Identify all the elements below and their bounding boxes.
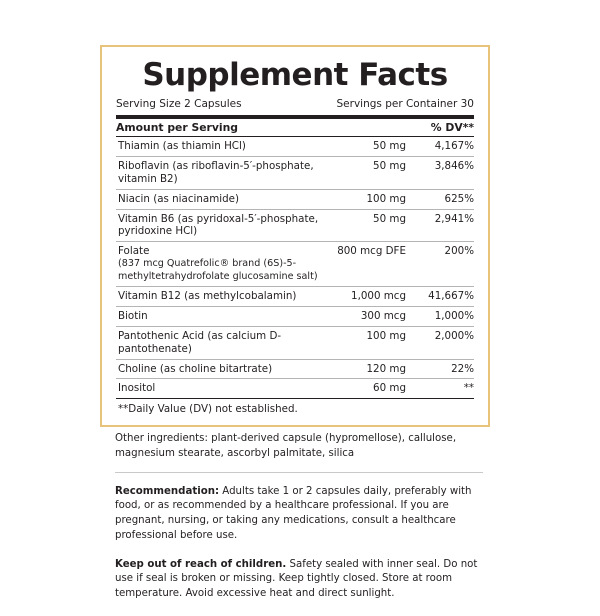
nutrient-amount: 1,000 mcg — [337, 287, 416, 307]
nutrient-name: Inositol — [118, 382, 156, 395]
nutrient-name: Niacin (as niacinamide) — [116, 189, 337, 209]
table-row — [116, 379, 474, 398]
nutrient-dv: 2,941% — [416, 209, 474, 242]
recommendation-paragraph — [115, 485, 483, 544]
recommendation-text: Adults take 1 or 2 capsules daily, preferably with food, or as recommended by a healthcare professional. If you are pregnant, nursing, or taking any medications, consult a healthcare professional before use. — [115, 485, 472, 541]
nutrient-name-line1: Folate — [118, 245, 150, 258]
table-row — [116, 326, 474, 359]
table-row — [116, 307, 474, 327]
nutrient-name — [116, 242, 337, 287]
nutrient-dv: 3,846% — [416, 157, 474, 190]
recommendation-label: Recommendation: — [115, 485, 220, 497]
nutrient-amount: 60 mg — [373, 382, 406, 395]
nutrient-dv: 200% — [416, 242, 474, 287]
nutrient-amount: 50 mg — [337, 137, 416, 156]
nutrient-amount: 100 mg — [337, 326, 416, 359]
nutrient-dv: 1,000% — [416, 307, 474, 327]
nutrient-name — [116, 209, 337, 242]
nutrient-name-line1: Vitamin B6 (as pyridoxal-5′-phosphate, — [118, 212, 319, 225]
table-row — [116, 157, 474, 190]
nutrient-dv: 2,000% — [416, 326, 474, 359]
nutrient-amount: 50 mg — [337, 209, 416, 242]
serving-info-row — [116, 98, 474, 115]
nutrient-amount: 120 mg — [337, 359, 416, 379]
nutrient-dv: ** — [463, 382, 474, 395]
nutrient-dv: 4,167% — [416, 137, 474, 156]
nutrient-table — [116, 137, 474, 398]
other-ingredients-text: Other ingredients: plant-derived capsule (hypromellose), callulose, magnesium stearate, ascorbyl palmitate, silica — [115, 433, 457, 459]
warning-paragraph — [115, 558, 483, 602]
table-row — [116, 189, 474, 209]
nutrient-dv: 41,667% — [416, 287, 474, 307]
table-row — [116, 359, 474, 379]
nutrient-name: Pantothenic Acid (as calcium D-pantothenate) — [116, 326, 337, 359]
lower-text-block — [115, 432, 483, 616]
panel-title: Supplement Facts — [142, 57, 448, 93]
nutrient-name: Thiamin (as thiamin HCl) — [116, 137, 337, 156]
nutrient-name-line2: pyridoxine HCl) — [118, 225, 198, 238]
table-row — [116, 137, 474, 156]
nutrient-amount: 300 mcg — [337, 307, 416, 327]
nutrient-name: Biotin — [116, 307, 337, 327]
nutrient-name: Vitamin B12 (as methylcobalamin) — [116, 287, 337, 307]
amount-per-serving-label: Amount per Serving — [116, 121, 239, 135]
nutrient-amount: 50 mg — [337, 157, 416, 190]
warning-text: Safety sealed with inner seal. Do not use if seal is broken or missing. Keep tightly closed. Store at room temperature. Avoid excessive heat and direct sunlight. — [115, 558, 478, 600]
section-divider — [115, 472, 483, 473]
nutrient-dv: 22% — [416, 359, 474, 379]
nutrient-source-note: (837 mcg Quatrefolic® brand (6S)-5-methyltetrahydrofolate glucosamine salt) — [118, 258, 318, 282]
servings-per-container-label: Servings per Container 30 — [336, 97, 474, 110]
daily-value-footnote: **Daily Value (DV) not established. — [118, 403, 298, 416]
nutrient-amount: 100 mg — [337, 189, 416, 209]
nutrient-dv: 625% — [416, 189, 474, 209]
nutrient-amount: 800 mcg DFE — [337, 242, 416, 287]
amount-per-serving-row — [116, 119, 474, 136]
daily-value-header: % DV** — [430, 121, 474, 135]
supplement-facts-panel — [100, 45, 490, 427]
nutrient-name: Choline (as choline bitartrate) — [116, 359, 337, 379]
table-row — [116, 287, 474, 307]
serving-size-label: Serving Size 2 Capsules — [116, 97, 242, 110]
table-row — [116, 209, 474, 242]
nutrient-name: Riboflavin (as riboflavin-5′-phosphate, vitamin B2) — [116, 157, 337, 190]
table-row — [116, 242, 474, 287]
warning-label: Keep out of reach of children. — [115, 558, 287, 570]
